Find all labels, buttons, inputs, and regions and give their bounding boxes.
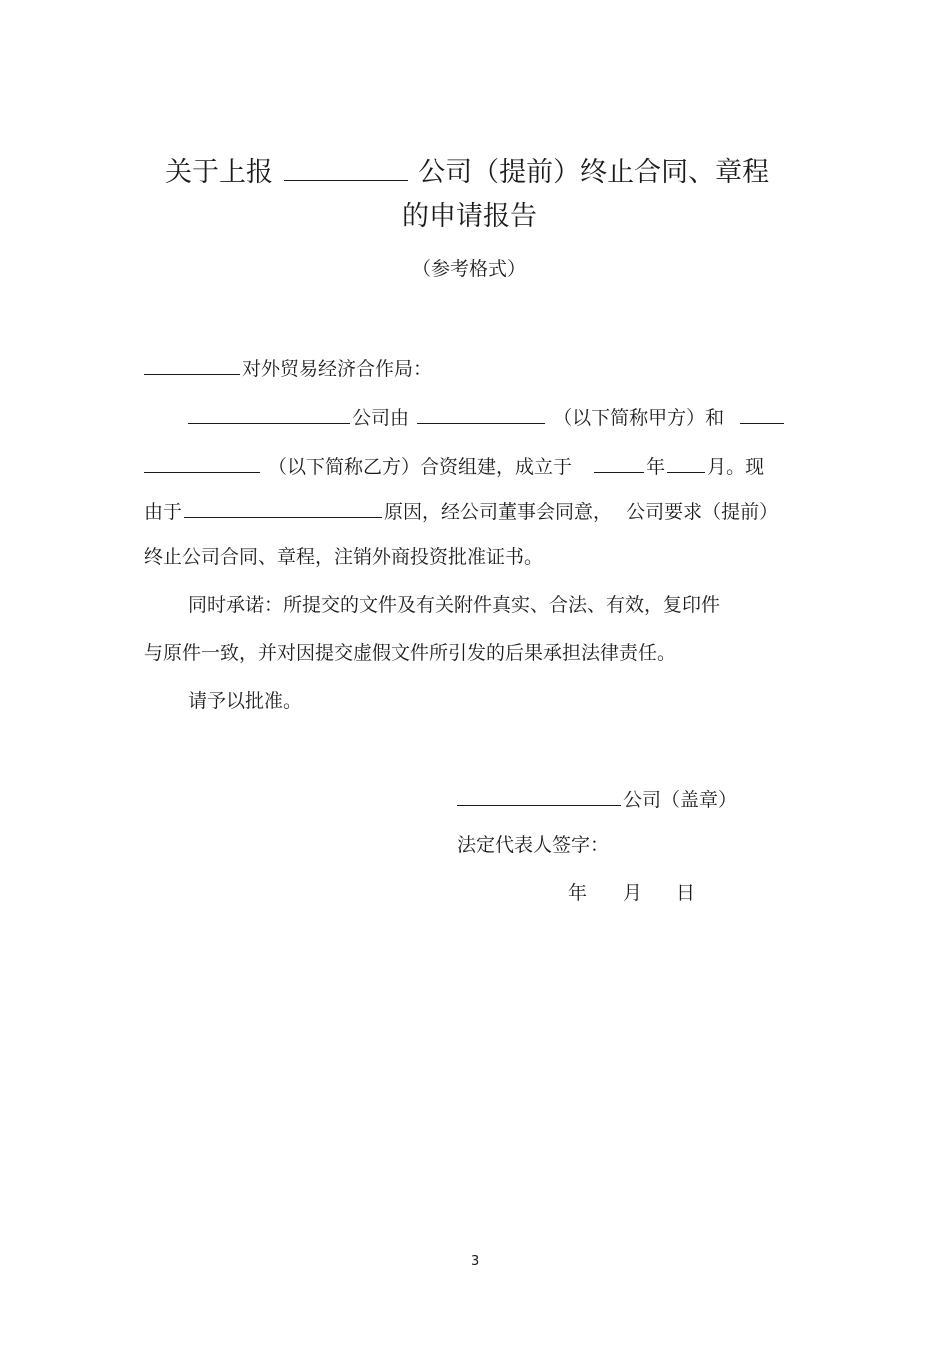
addressee-line [144,354,432,381]
p1-text-c: （以下简称乙方）合资组建，成立于 [268,456,573,478]
page-number: 3 [471,1254,480,1269]
p1-request: 公司要求（提前） [626,501,779,523]
representative-signature: 法定代表人签字： [457,834,610,856]
paragraph-1-line-2 [144,452,764,479]
p1-year-label: 年 [646,456,666,478]
date-month: 月 [623,882,643,904]
party-a-blank [417,403,545,424]
company-seal-label: 公司（盖章） [623,789,738,811]
title-line-1 [165,152,769,190]
seal-company-blank [457,785,621,806]
paragraph-2-line-1: 同时承诺：所提交的文件及有关附件真实、合法、有效，复印件 [188,594,721,616]
p1-reason-prefix: 由于 [144,501,183,523]
subtitle: （参考格式） [412,258,527,280]
date-day: 日 [676,882,696,904]
year-blank [594,452,644,473]
month-blank [667,452,705,473]
paragraph-1-line-4: 终止公司合同、章程，注销外商投资批准证书。 [144,546,544,568]
paragraph-1-line-3 [144,497,778,524]
party-b-blank-start [740,403,784,424]
title-line-2: 的申请报告 [402,201,537,232]
reason-blank [184,497,382,518]
paragraph-2-line-2: 与原件一致，并对因提交虚假文件所引发的后果承担法律责任。 [144,642,677,664]
title-company-blank [284,152,408,181]
p1-text-b: （以下简称甲方）和 [553,407,725,429]
date-line [568,881,695,905]
party-b-blank-end [144,452,260,473]
p1-text-a: 公司由 [352,407,410,429]
title-part-1: 关于上报 [165,157,273,188]
company-name-blank [188,403,350,424]
title-part-2: 公司（提前）终止合同、章程 [418,157,770,188]
date-year: 年 [568,882,588,904]
addressee-blank [144,354,240,375]
company-seal-line [457,785,737,812]
p1-reason-suffix: 原因，经公司董事会同意， [384,501,613,523]
p1-month-label: 月。现 [707,456,765,478]
paragraph-3: 请予以批准。 [188,690,303,712]
addressee-text: 对外贸易经济合作局： [242,358,433,380]
paragraph-1-line-1 [188,403,786,430]
